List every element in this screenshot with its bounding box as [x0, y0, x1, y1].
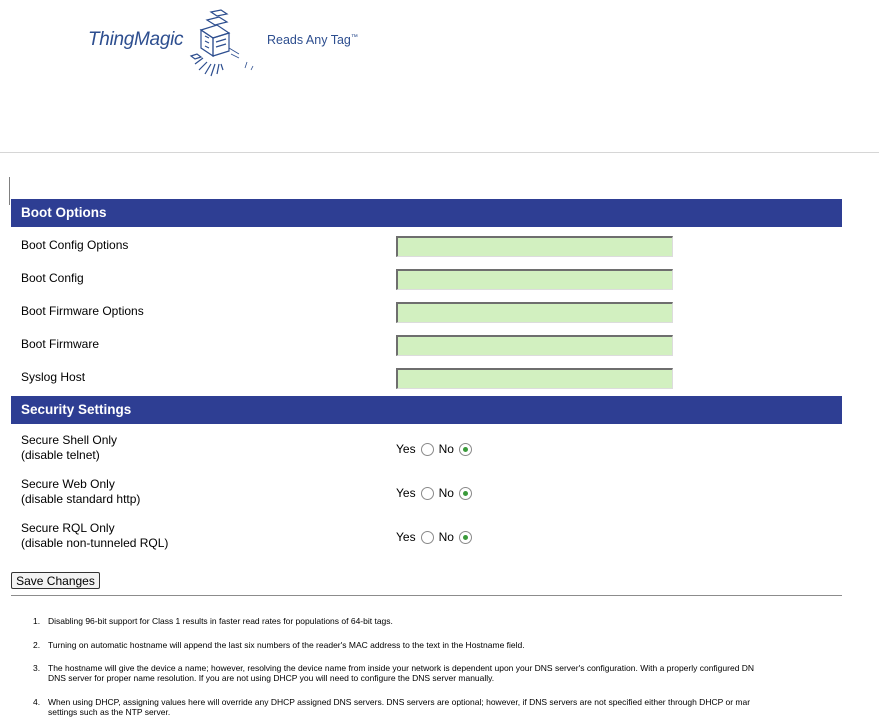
- secure-rql-yes-radio[interactable]: [421, 531, 434, 544]
- thingmagic-logo: [88, 8, 388, 98]
- boot-config-label: Boot Config: [21, 271, 84, 285]
- secure-shell-yes-radio[interactable]: [421, 443, 434, 456]
- secure-shell-radio-group: [396, 442, 477, 456]
- footnote-item-continuation: settings such as the NTP server.: [48, 707, 171, 717]
- secure-web-no-radio[interactable]: [459, 487, 472, 500]
- footnote-item: 4. When using DHCP, assigning values here will override any DHCP assigned DNS servers. DNS servers are optional; however, if DNS servers are not specified either through DHCP or mar: [33, 697, 751, 707]
- secure-rql-label: [21, 521, 168, 551]
- brand-tagline: Reads Any Tag™: [267, 33, 358, 47]
- secure-rql-no-label: No: [438, 530, 454, 544]
- boot-config-options-input[interactable]: [396, 236, 673, 257]
- content-edge-marker: [9, 177, 10, 205]
- footnote-item: 3. The hostname will give the device a name; however, resolving the device name from inside your network is dependent upon your DNS server's configuration. With a properly configured DN: [33, 663, 755, 673]
- syslog-host-label: Syslog Host: [21, 370, 86, 384]
- secure-rql-radio-group: [396, 530, 477, 544]
- secure-web-subtitle: (disable standard http): [21, 492, 141, 506]
- boot-config-input[interactable]: [396, 269, 673, 290]
- cube-logo-icon: [183, 8, 263, 88]
- secure-web-yes-radio[interactable]: [421, 487, 434, 500]
- boot-firmware-options-input[interactable]: [396, 302, 673, 323]
- brand-name: ThingMagic: [88, 29, 184, 50]
- secure-shell-no-label: No: [438, 442, 454, 456]
- boot-firmware-options-label: Boot Firmware Options: [21, 304, 144, 318]
- boot-firmware-label: Boot Firmware: [21, 337, 100, 351]
- secure-web-title: Secure Web Only: [21, 477, 115, 491]
- secure-web-no-label: No: [438, 486, 454, 500]
- secure-web-yes-label: Yes: [396, 486, 416, 500]
- boot-options-header: Boot Options: [11, 199, 842, 227]
- secure-rql-yes-label: Yes: [396, 530, 416, 544]
- secure-shell-yes-label: Yes: [396, 442, 416, 456]
- secure-shell-no-radio[interactable]: [459, 443, 472, 456]
- secure-rql-no-radio[interactable]: [459, 531, 472, 544]
- secure-rql-subtitle: (disable non-tunneled RQL): [21, 536, 169, 550]
- secure-shell-label: [21, 433, 117, 463]
- syslog-host-input[interactable]: [396, 368, 673, 389]
- form-bottom-divider: [11, 595, 842, 596]
- header-divider: [0, 152, 879, 153]
- footnote-item-continuation: DNS server for proper name resolution. If you are not using DHCP you will need to configure the DNS server manually.: [48, 673, 495, 683]
- secure-web-radio-group: [396, 486, 477, 500]
- boot-config-options-label: Boot Config Options: [21, 238, 129, 252]
- security-settings-header: Security Settings: [11, 396, 842, 424]
- save-changes-button[interactable]: Save Changes: [11, 572, 100, 589]
- secure-shell-subtitle: (disable telnet): [21, 448, 100, 462]
- footnote-item: 1. Disabling 96-bit support for Class 1 results in faster read rates for populations of 64-bit tags.: [33, 616, 393, 626]
- footnote-item: 2. Turning on automatic hostname will append the last six numbers of the reader's MAC address to the text in the Hostname field.: [33, 640, 525, 650]
- secure-rql-title: Secure RQL Only: [21, 521, 115, 535]
- secure-web-label: [21, 477, 140, 507]
- secure-shell-title: Secure Shell Only: [21, 433, 118, 447]
- boot-firmware-input[interactable]: [396, 335, 673, 356]
